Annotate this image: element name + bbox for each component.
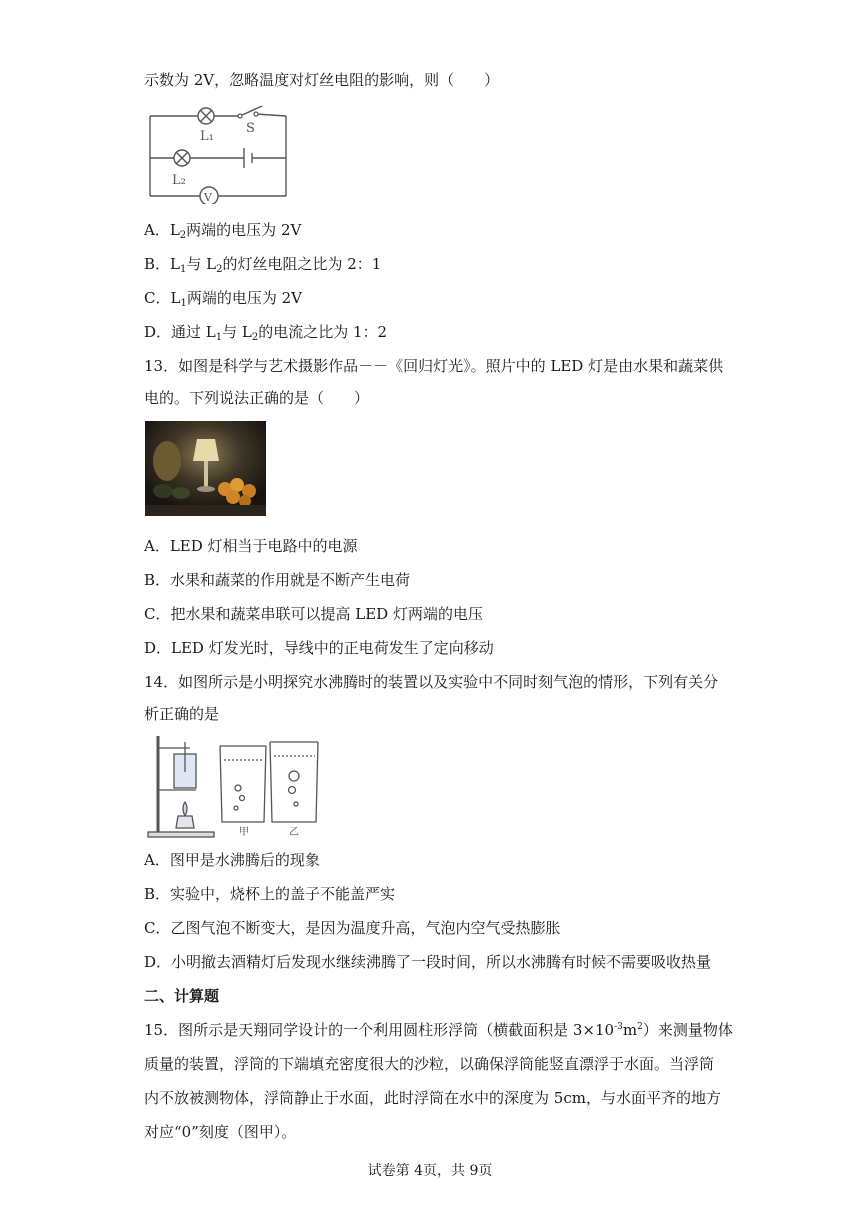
q13-stem-line1: 13．如图是科学与艺术摄影作品－－《回归灯光》。照片中的 LED 灯是由水果和蔬菜供 [144, 357, 724, 375]
q14-option-c: C．乙图气泡不断变大，是因为温度升高，气泡内空气受热膨胀 [144, 919, 561, 937]
label-l1: L₁ [200, 129, 214, 144]
q15-line2: 质量的装置，浮筒的下端填充密度很大的沙粒，以确保浮筒能竖直漂浮于水面。当浮筒 [144, 1055, 715, 1073]
q12-option-d: D．通过 $L_1$与 $L_2$的电流之比为 1：2 [144, 323, 388, 343]
q15-line3: 内不放被测物体，浮筒静止于水面，此时浮筒在水中的深度为 5cm，与水面平齐的地方 [144, 1089, 721, 1107]
q14-boiling-apparatus-figure [146, 732, 322, 840]
q12-circuit-diagram [148, 100, 290, 204]
label-jia: 甲 [239, 827, 249, 838]
q14-option-a: A．图甲是水沸腾后的现象 [144, 851, 320, 869]
q13-stem-line2: 电的。下列说法正确的是（ ） [144, 389, 370, 407]
q13-photo-led-lamp [145, 421, 266, 516]
q13-option-b: B．水果和蔬菜的作用就是不断产生电荷 [144, 571, 411, 589]
q12-option-b: B．$L_1$与 $L_2$的灯丝电阻之比为 2：1 [144, 255, 382, 275]
q15-line1: 15．图所示是天翔同学设计的一个利用圆柱形浮筒（横截面积是 $3\times 10^{-3}m^2$）来测量物体 [144, 1021, 733, 1039]
label-l2: L₂ [172, 173, 186, 188]
section-heading-calculation: 二、计算题 [144, 987, 220, 1005]
q13-option-d: D．LED 灯发光时，导线中的正电荷发生了定向移动 [144, 639, 494, 657]
q12-option-c: C．$L_1$两端的电压为 2V [144, 289, 302, 309]
q14-option-b: B．实验中，烧杯上的盖子不能盖严实 [144, 885, 396, 903]
label-v: V [204, 191, 212, 204]
page-footer: 试卷第 4页，共 9页 [367, 1163, 493, 1179]
q14-stem-line1: 14．如图所示是小明探究水沸腾时的装置以及实验中不同时刻气泡的情形，下列有关分 [144, 673, 719, 691]
q14-option-d: D．小明撤去酒精灯后发现水继续沸腾了一段时间，所以水沸腾有时候不需要吸收热量 [144, 953, 712, 971]
label-yi: 乙 [289, 827, 299, 838]
q12-stem-tail: 示数为 2V，忽略温度对灯丝电阻的影响，则（ ） [144, 71, 500, 89]
q12-option-a: A．$L_2$两端的电压为 2V [144, 221, 302, 241]
q13-option-c: C．把水果和蔬菜串联可以提高 LED 灯两端的电压 [144, 605, 483, 623]
q13-option-a: A．LED 灯相当于电路中的电源 [144, 537, 358, 555]
q14-stem-line2: 析正确的是 [144, 705, 220, 723]
q15-line4: 对应“0”刻度（图甲）。 [144, 1123, 297, 1141]
label-s: S [246, 121, 255, 136]
